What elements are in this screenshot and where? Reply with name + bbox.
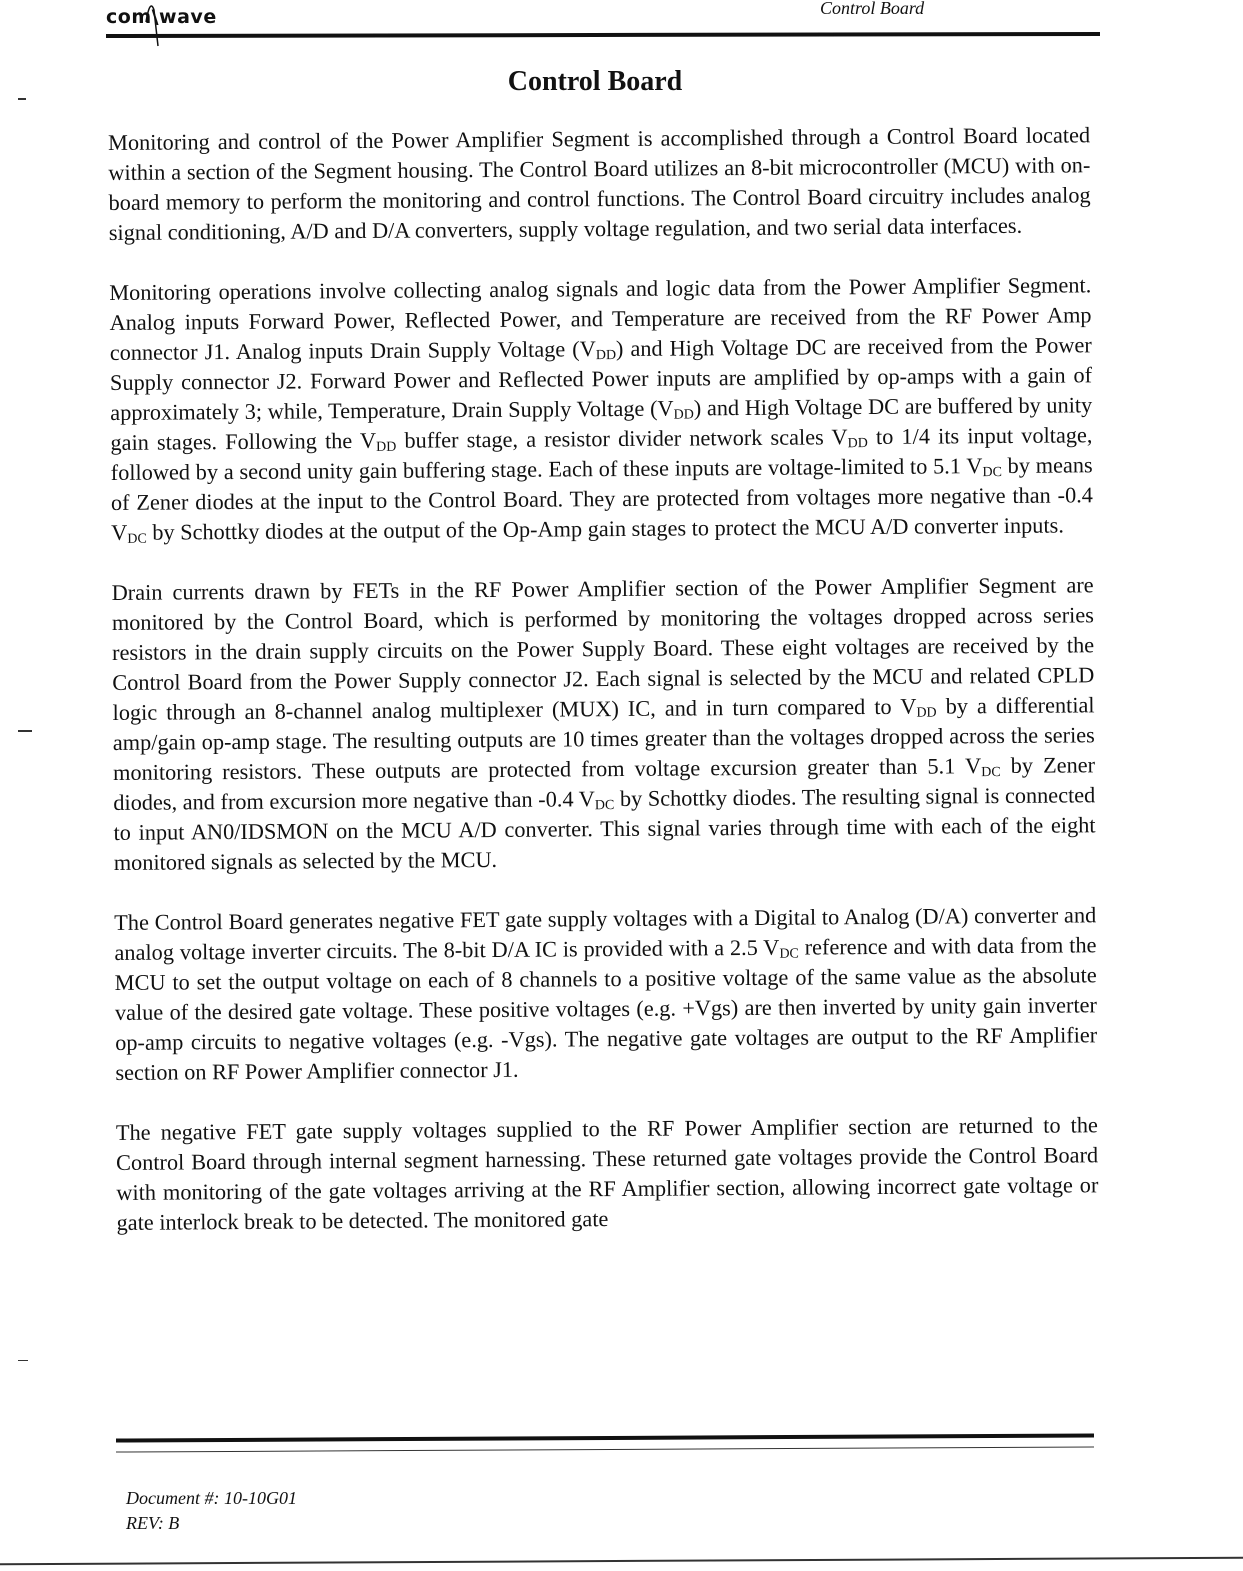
scan-mark [18, 98, 26, 100]
wave-logo-icon [144, 0, 164, 48]
text-run: reference and with data from the MCU to set the output voltage on each of 8 channels to a positive voltage of the same value as the absolute value of the desired gate voltage. These positive voltages (e.g. +Vgs) are then inverted by unity gain inverter op-amp circuits to negative voltages (e.g. -Vgs). The negative gate voltages are output to the RF Amplifier section on RF Power Amplifier connector J1. [114, 932, 1098, 1085]
revision: REV: B [126, 1513, 180, 1533]
comwave-logo [106, 6, 217, 28]
document-number: Document #: 10-10G01 [126, 1488, 297, 1508]
page-title: Control Board [507, 66, 683, 97]
subscript: DD [595, 348, 617, 364]
text-run: The negative FET gate supply voltages supplied to the RF Power Amplifier section are returned to the Control Board through internal segment harnessing. These returned gate voltages provide the Control Board with monitoring of the gate voltages arriving at the RF Amplifier section, allowing incorrect gate voltage or gate interlock break to be detected. The monitored gate [115, 1112, 1099, 1235]
text-run: Monitoring and control of the Power Amplifier Segment is accomplished through a Control Board located within a section of the Segment housing. The Control Board utilizes an 8-bit microcontroller (MCU) with on-board memory to perform the monitoring and control functions. The Control Board circuitry includes analog signal conditioning, A/D and D/A converters, supply voltage regulation, and two serial data interfaces. [108, 122, 1091, 245]
text-run: ) and High Voltage DC are buffered by unity gain stages. Following the V [110, 392, 1093, 455]
logo-text: com\wave [106, 6, 217, 28]
paragraph [114, 900, 1097, 1088]
text-run: Monitoring operations involve collecting analog signals and logic data from the Power Amplifier Segment. Analog inputs Forward Power, Reflected Power, and Temperature are received from the RF Power Amp connector J1. Analog inputs Drain Supply Voltage (V [109, 272, 1092, 365]
footer-rule-thin [116, 1446, 1094, 1452]
paragraph [108, 120, 1091, 248]
subscript: DD [847, 436, 868, 452]
text-run: by Schottky diodes. The resulting signal is connected to input AN0/IDSMON on the MCU A/D converter. This signal varies through time with each of the eight monitored signals as selected by the MCU. [113, 782, 1096, 875]
subscript: DC [594, 798, 615, 814]
text-run: to 1/4 its input voltage, followed by a second unity gain buffering stage. Each of these inputs are voltage-limited to 5.1 V [110, 422, 1093, 485]
scan-mark [18, 730, 32, 732]
subscript: DC [982, 464, 1002, 481]
subscript: DC [127, 531, 147, 547]
paragraph [112, 570, 1096, 878]
header-rule [106, 32, 1100, 38]
running-header-title: Control Board [820, 0, 925, 18]
subscript: DC [981, 765, 1001, 781]
subscript: DC [779, 946, 799, 962]
text-run: by Schottky diodes at the output of the Op-Amp gain stages to protect the MCU A/D converter inputs. [146, 512, 1064, 545]
text-run: by means of Zener diodes at the input to the Control Board. They are protected from voltages more negative than -0.4 V [110, 452, 1094, 545]
paragraph [109, 270, 1093, 548]
document-body [108, 120, 1099, 1268]
text-run: buffer stage, a resistor divider network scales V [396, 424, 848, 453]
subscript: DD [916, 705, 937, 721]
text-run: Drain currents drawn by FETs in the RF Power Amplifier section of the Power Amplifier Segment are monitored by the Control Board, which is performed by monitoring the voltages dropped across series resistors in the drain supply circuits on the Power Supply Board. These eight voltages are received by the Control Board from the Power Supply connector J2. Each signal is selected by the MCU and related CPLD logic through an 8-channel analog multiplexer (MUX) IC, and in turn compared to V [111, 572, 1095, 725]
subscript: DD [673, 407, 694, 423]
paragraph [116, 1110, 1099, 1238]
text-run: by a differential amp/gain op-amp stage. The resulting outputs are 10 times greater than the voltages dropped across the series monitoring resistors. These outputs are protected from voltage excursion greater than 5.1 V [112, 692, 1095, 785]
text-run: ) and High Voltage DC are received from the Power Supply connector J2. Forward Power and Reflected Power inputs are amplified by op-amps with a gain of approximately 3; while, Temperature, Drain Supply Voltage (V [109, 332, 1093, 425]
text-run: The Control Board generates negative FET gate supply voltages with a Digital to Analog (D/A) converter and analog voltage inverter circuits. The 8-bit D/A IC is provided with a 2.5 V [114, 902, 1097, 965]
page-edge-rule [0, 1557, 1243, 1566]
scan-mark [18, 1360, 28, 1361]
footer [126, 1486, 297, 1536]
subscript: DD [376, 439, 397, 455]
text-run: by Zener diodes, and from excursion more negative than -0.4 V [113, 752, 1096, 815]
footer-rule [116, 1433, 1094, 1442]
